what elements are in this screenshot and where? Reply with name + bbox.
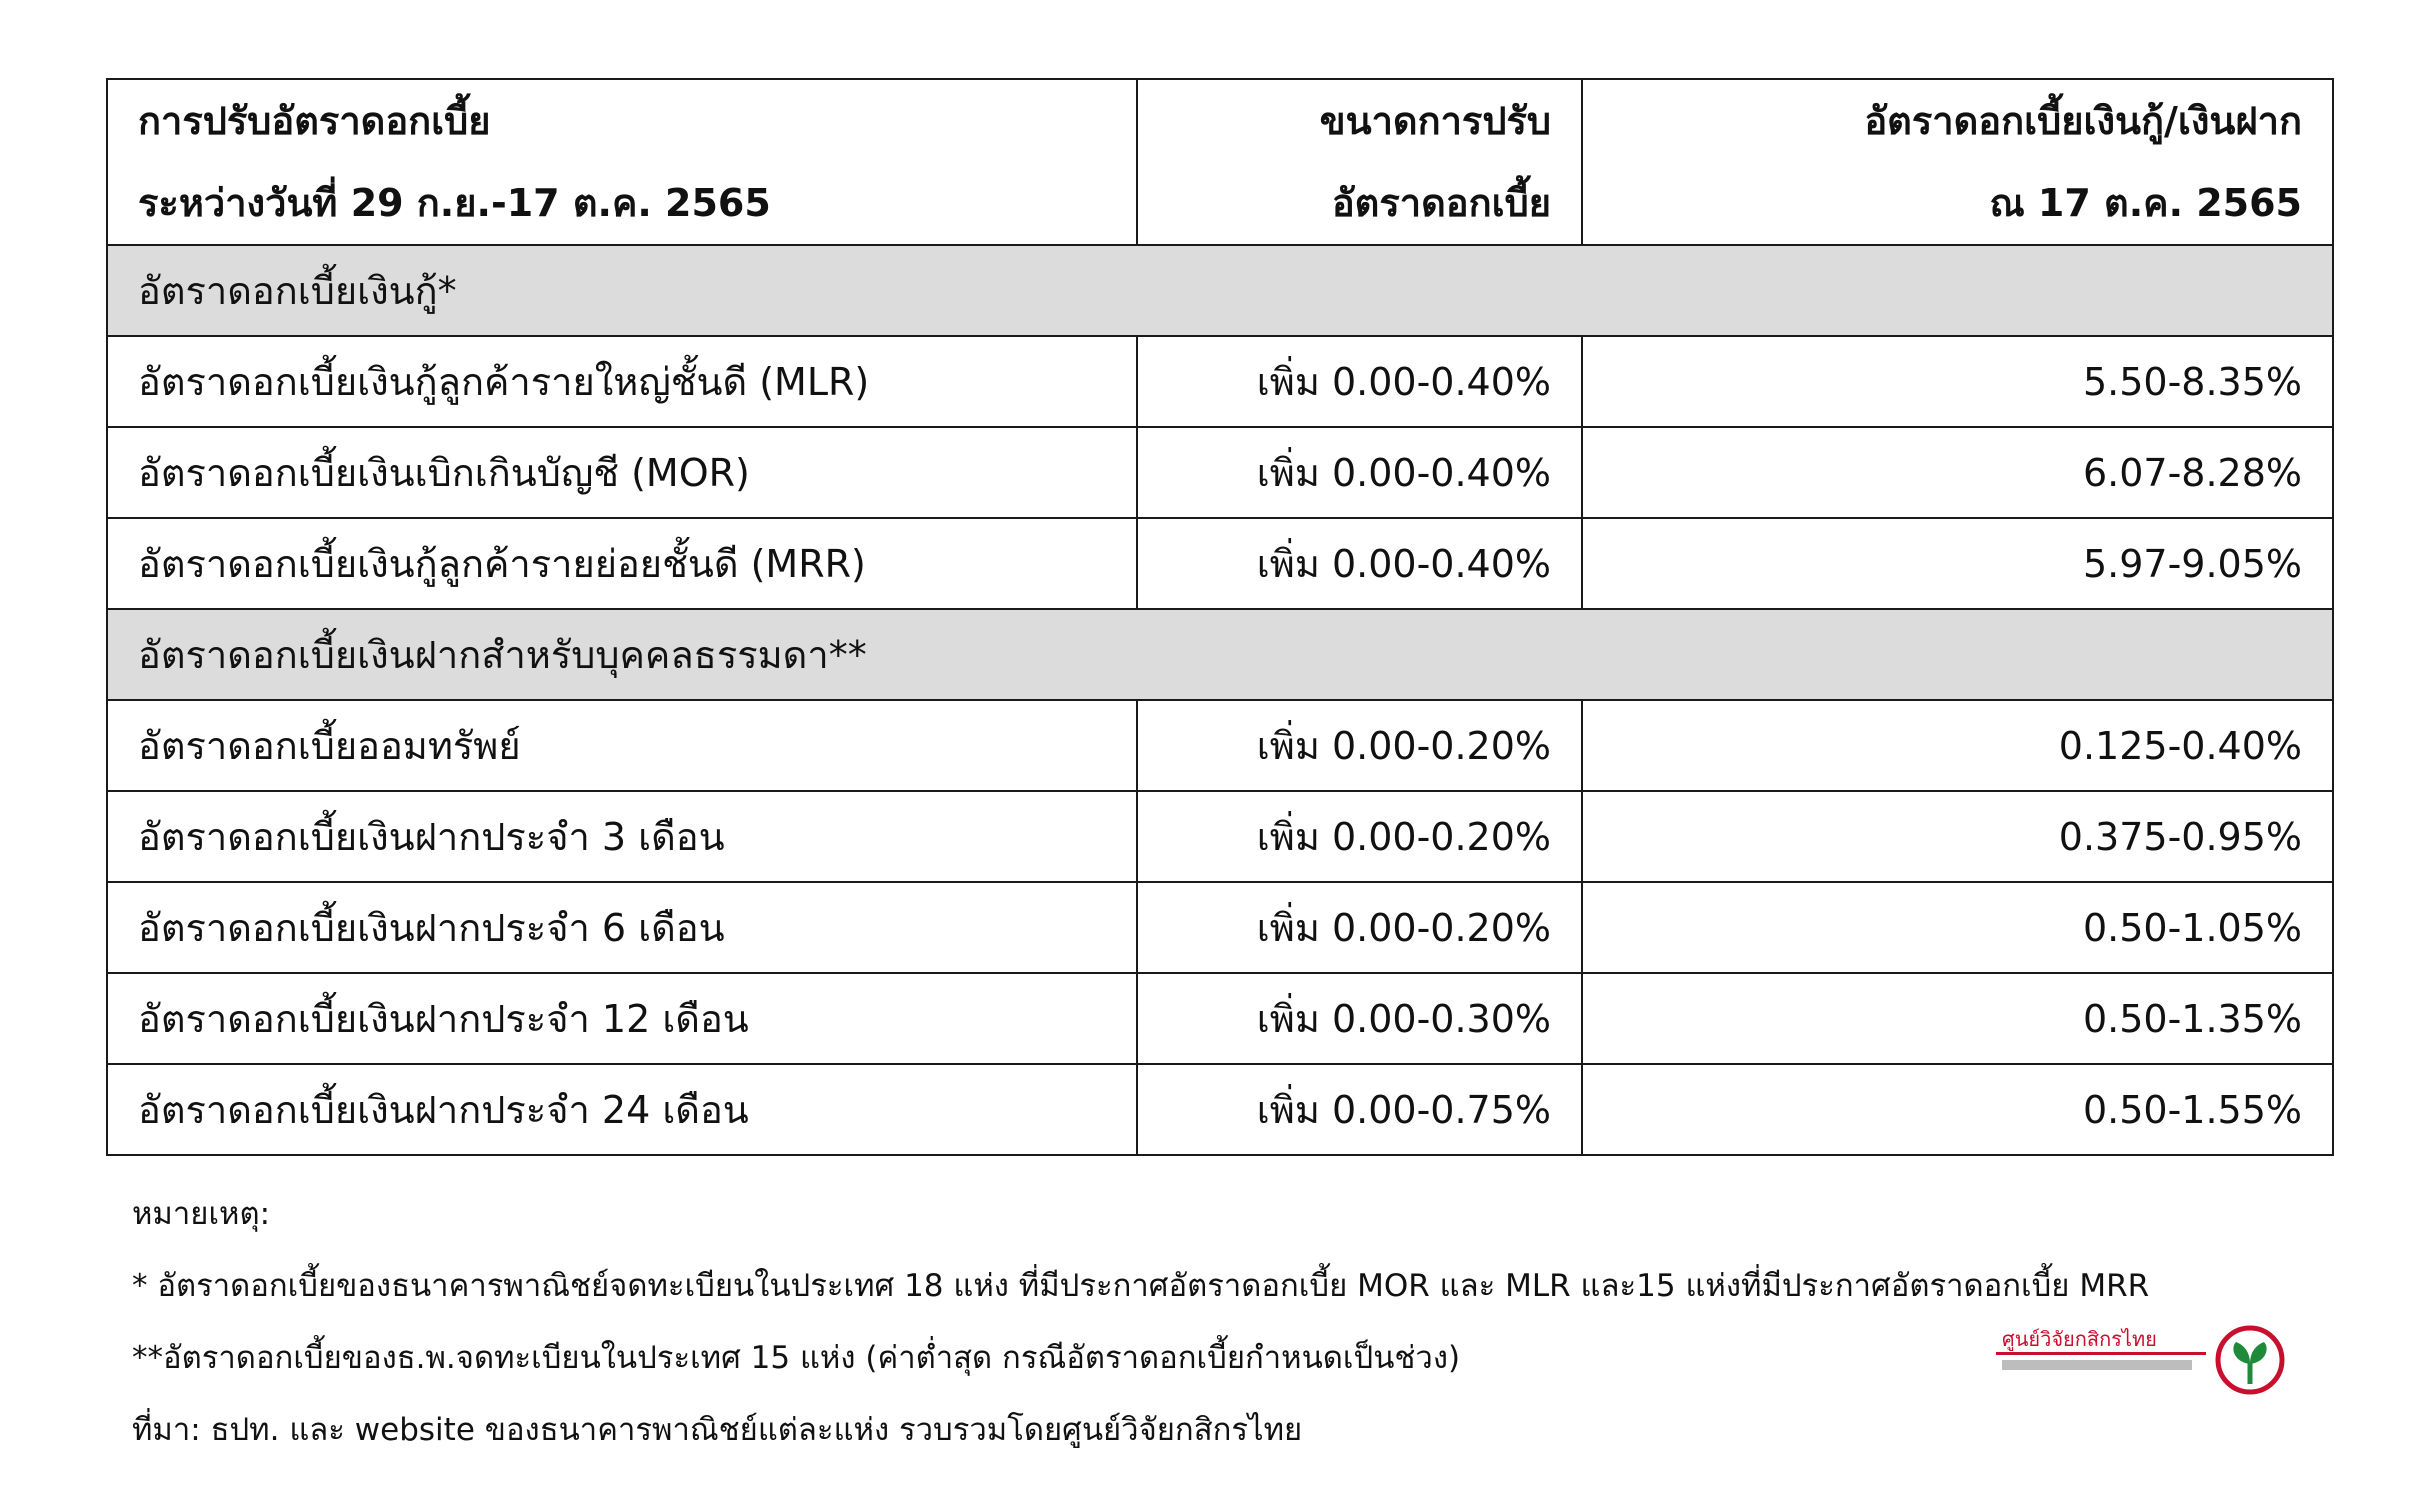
header-col1-line1: การปรับอัตราดอกเบี้ย xyxy=(138,99,491,143)
notes-heading: หมายเหตุ: xyxy=(132,1196,271,1232)
table-row xyxy=(107,518,2333,609)
row-label: อัตราดอกเบี้ยเงินเบิกเกินบัญชี (MOR) xyxy=(107,427,1137,518)
note-loan-banks: * อัตราดอกเบี้ยของธนาคารพาณิชย์จดทะเบียนในประเทศ 18 แห่ง ที่มีประกาศอัตราดอกเบี้ย MOR และ MLR และ15 แห่งที่มีประกาศอัตราดอกเบี้ย MRR xyxy=(132,1268,2150,1304)
row-label: อัตราดอกเบี้ยเงินฝากประจำ 6 เดือน xyxy=(107,882,1137,973)
row-rate: 0.375-0.95% xyxy=(1582,791,2333,882)
section-row-loan-rates xyxy=(107,245,2333,336)
row-change: เพิ่ม 0.00-0.30% xyxy=(1137,973,1582,1064)
kasikorn-research-logo xyxy=(1996,1322,2286,1402)
row-rate: 0.50-1.35% xyxy=(1582,973,2333,1064)
notes-block xyxy=(132,1178,2149,1466)
table-row xyxy=(107,882,2333,973)
header-col2-line1: ขนาดการปรับ xyxy=(1319,99,1551,143)
row-rate: 0.50-1.55% xyxy=(1582,1064,2333,1155)
logo-graphic xyxy=(1996,1322,2286,1402)
section-title: อัตราดอกเบี้ยเงินฝากสำหรับบุคคลธรรมดา** xyxy=(107,609,2333,700)
section-row-deposit-rates xyxy=(107,609,2333,700)
table-row xyxy=(107,1064,2333,1155)
header-col3-line2: ณ 17 ต.ค. 2565 xyxy=(1989,181,2302,225)
row-label: อัตราดอกเบี้ยออมทรัพย์ xyxy=(107,700,1137,791)
row-change: เพิ่ม 0.00-0.40% xyxy=(1137,336,1582,427)
row-change: เพิ่ม 0.00-0.40% xyxy=(1137,518,1582,609)
row-change: เพิ่ม 0.00-0.20% xyxy=(1137,882,1582,973)
table-row xyxy=(107,791,2333,882)
table-row xyxy=(107,973,2333,1064)
row-label: อัตราดอกเบี้ยเงินฝากประจำ 3 เดือน xyxy=(107,791,1137,882)
row-rate: 0.50-1.05% xyxy=(1582,882,2333,973)
section-title: อัตราดอกเบี้ยเงินกู้* xyxy=(107,245,2333,336)
header-col2-line2: อัตราดอกเบี้ย xyxy=(1331,181,1551,225)
interest-rate-table-container xyxy=(106,78,2332,1156)
row-rate: 6.07-8.28% xyxy=(1582,427,2333,518)
header-col3-line1: อัตราดอกเบี้ยเงินกู้/เงินฝาก xyxy=(1864,99,2302,143)
row-label: อัตราดอกเบี้ยเงินกู้ลูกค้ารายใหญ่ชั้นดี (MLR) xyxy=(107,336,1137,427)
row-change: เพิ่ม 0.00-0.40% xyxy=(1137,427,1582,518)
row-change: เพิ่ม 0.00-0.20% xyxy=(1137,700,1582,791)
logo-text: ศูนย์วิจัยกสิกรไทย xyxy=(2002,1327,2157,1351)
header-adjustment-period xyxy=(107,79,1137,245)
row-label: อัตราดอกเบี้ยเงินฝากประจำ 12 เดือน xyxy=(107,973,1137,1064)
table-row xyxy=(107,336,2333,427)
row-label: อัตราดอกเบี้ยเงินฝากประจำ 24 เดือน xyxy=(107,1064,1137,1155)
header-col1-line2: ระหว่างวันที่ 29 ก.ย.-17 ต.ค. 2565 xyxy=(138,181,771,225)
row-rate: 5.50-8.35% xyxy=(1582,336,2333,427)
row-change: เพิ่ม 0.00-0.20% xyxy=(1137,791,1582,882)
header-adjustment-size xyxy=(1137,79,1582,245)
row-label: อัตราดอกเบี้ยเงินกู้ลูกค้ารายย่อยชั้นดี (MRR) xyxy=(107,518,1137,609)
row-change: เพิ่ม 0.00-0.75% xyxy=(1137,1064,1582,1155)
header-current-rate xyxy=(1582,79,2333,245)
row-rate: 0.125-0.40% xyxy=(1582,700,2333,791)
table-row xyxy=(107,700,2333,791)
interest-rate-table xyxy=(106,78,2334,1156)
source-note: ที่มา: ธปท. และ website ของธนาคารพาณิชย์แต่ละแห่ง รวบรวมโดยศูนย์วิจัยกสิกรไทย xyxy=(132,1412,1303,1448)
note-deposit-banks: **อัตราดอกเบี้ยของธ.พ.จดทะเบียนในประเทศ 15 แห่ง (ค่าต่ำสุด กรณีอัตราดอกเบี้ยกำหนดเป็นช่วง) xyxy=(132,1340,1461,1376)
table-header-row xyxy=(107,79,2333,245)
table-row xyxy=(107,427,2333,518)
row-rate: 5.97-9.05% xyxy=(1582,518,2333,609)
